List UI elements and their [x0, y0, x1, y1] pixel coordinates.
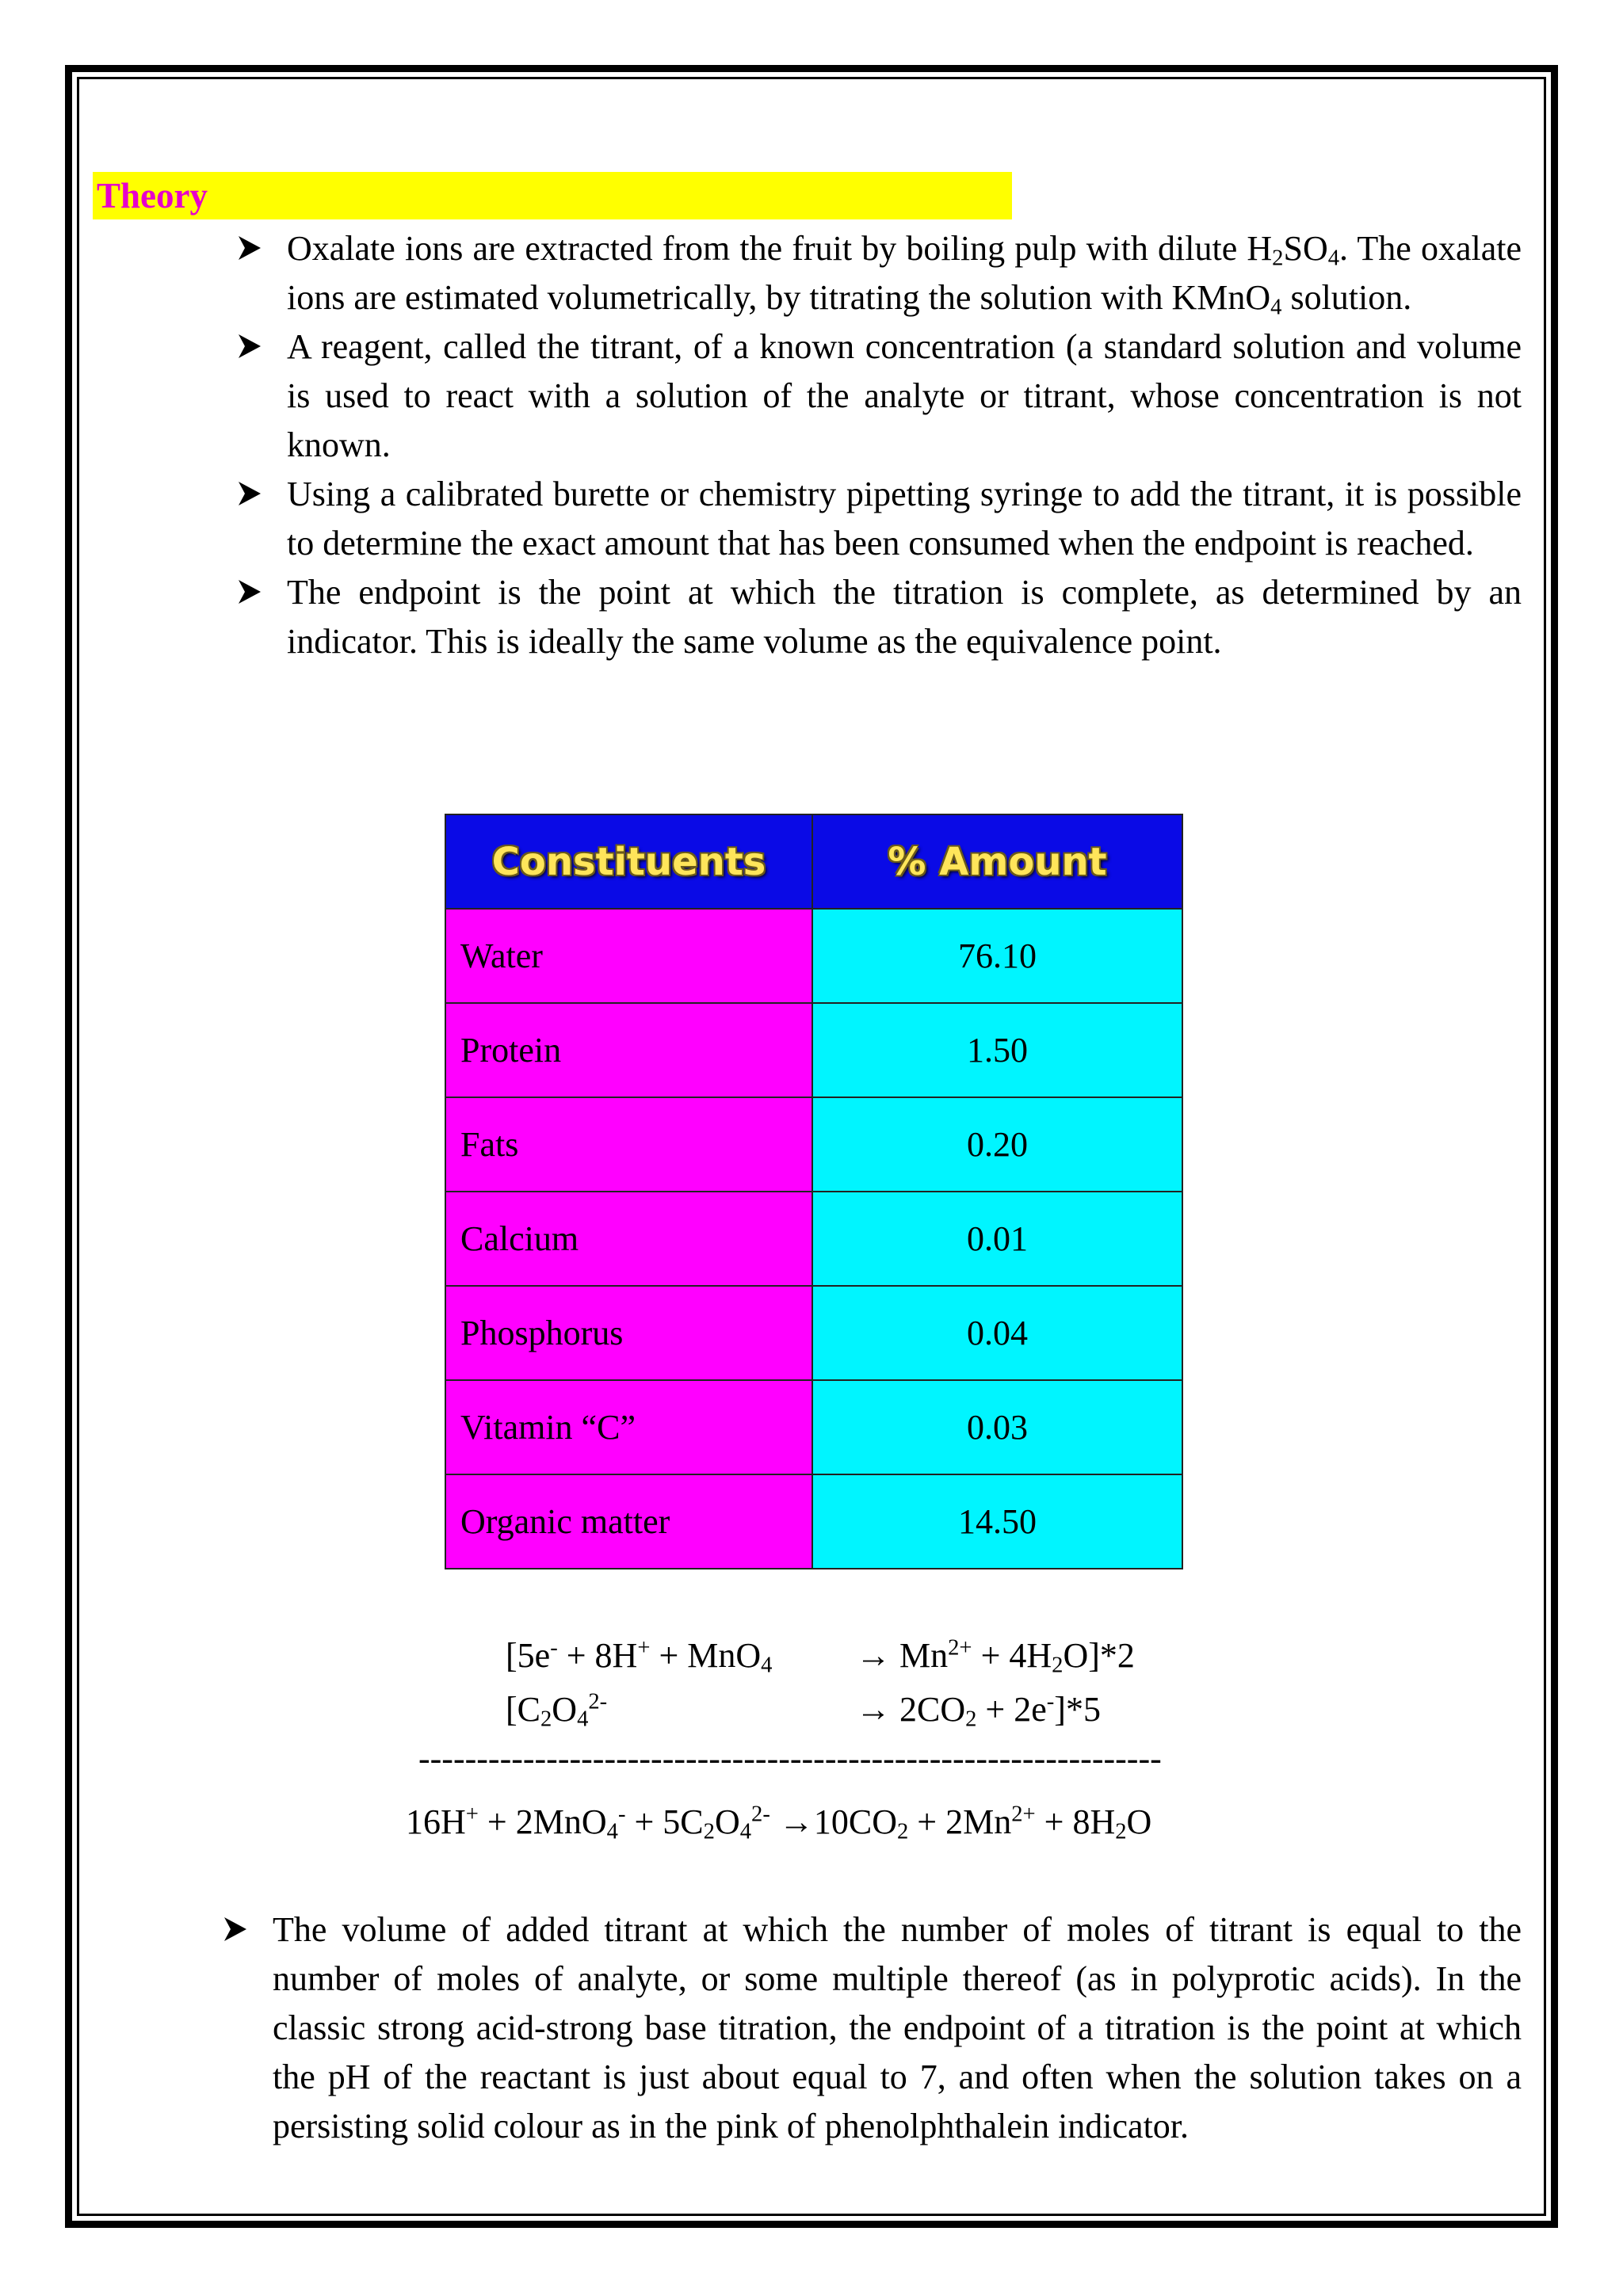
- constituent-name: Calcium: [445, 1192, 812, 1286]
- table-row: [445, 909, 1182, 1003]
- equation-divider: ----------------------------------------------------------------: [418, 1739, 1162, 1778]
- table-row: [445, 1474, 1182, 1569]
- constituent-name: Fats: [445, 1097, 812, 1192]
- theory-bullet-list: [238, 224, 1522, 666]
- header-amount-text: % Amount: [888, 839, 1107, 884]
- net-ionic-equation: $16H^+ + 2MnO_4^- + 5C_2O_4^{2-} \to 10CO_2 + 2Mn^{2+} + 8H_2O$: [406, 1802, 1152, 1844]
- header-constituents-text: Constituents: [491, 839, 766, 884]
- half-reaction-2-products: → $2CO_2 + 2e^-]*5$: [856, 1689, 1101, 1732]
- constituent-amount: 0.01: [812, 1192, 1182, 1286]
- table-header-row: [445, 814, 1182, 909]
- bullet-text: Oxalate ions are extracted from the fruit by boiling pulp with dilute $H_2SO_4$. The oxalate ions are estimated volumetrically, by titrating the solution with KMnO$_4$ solution.: [287, 229, 1522, 320]
- table-row: [445, 1097, 1182, 1192]
- arrowhead-bullet-icon: [238, 322, 269, 372]
- table-row: [445, 1003, 1182, 1097]
- constituents-table: [445, 814, 1183, 1569]
- arrowhead-bullet-icon: [238, 470, 269, 519]
- constituent-amount: 76.10: [812, 909, 1182, 1003]
- constituent-name: Protein: [445, 1003, 812, 1097]
- constituent-amount: 0.20: [812, 1097, 1182, 1192]
- constituent-name: Phosphorus: [445, 1286, 812, 1380]
- half-reaction-1-products: → $Mn^{2+} + 4H_2O]*2$: [856, 1635, 1135, 1678]
- constituent-amount: 0.04: [812, 1286, 1182, 1380]
- arrowhead-bullet-icon: [238, 224, 269, 273]
- bullet-text: The endpoint is the point at which the titration is complete, as determined by an indicator. This is ideally the same volume as the equivalence point.: [287, 573, 1522, 661]
- table-row: [445, 1380, 1182, 1474]
- bullet-item: [238, 322, 1522, 470]
- header-amount: [812, 814, 1182, 909]
- bullet-text: Using a calibrated burette or chemistry pipetting syringe to add the titrant, it is possible to determine the exact amount that has been consumed when the endpoint is reached.: [287, 475, 1522, 563]
- bullet-text: The volume of added titrant at which the number of moles of titrant is equal to the number of moles of analyte, or some multiple thereof (as in polyprotic acids). In the classic strong acid-strong base titration, the endpoint of a titration is the point at which the pH of the reactant is just about equal to 7, and often when the solution takes on a persisting solid colour as in the pink of phenolphthalein indicator.: [273, 1910, 1522, 2145]
- section-heading-theory: Theory: [97, 176, 208, 215]
- table-row: [445, 1286, 1182, 1380]
- heading-highlight: [93, 172, 1012, 219]
- constituent-amount: 1.50: [812, 1003, 1182, 1097]
- constituent-amount: 14.50: [812, 1474, 1182, 1569]
- endpoint-bullet-list: [223, 1905, 1522, 2151]
- bullet-text: A reagent, called the titrant, of a known concentration (a standard solution and volume is used to react with a solution of the analyte or titrant, whose concentration is not known.: [287, 327, 1522, 464]
- half-reaction-1-reactants: [5e- + 8H+ + MnO$_4$: [506, 1635, 773, 1678]
- constituent-name: Water: [445, 909, 812, 1003]
- bullet-item: [223, 1905, 1522, 2151]
- table-row: [445, 1192, 1182, 1286]
- bullet-item: [238, 568, 1522, 666]
- arrowhead-bullet-icon: [238, 568, 269, 617]
- constituent-amount: 0.03: [812, 1380, 1182, 1474]
- bullet-item: [238, 470, 1522, 568]
- constituent-name: Organic matter: [445, 1474, 812, 1569]
- header-constituents: [445, 814, 812, 909]
- bullet-item: [238, 224, 1522, 322]
- arrowhead-bullet-icon: [223, 1905, 255, 1955]
- half-reaction-2-reactants: [$C_2O_4^{2-}$: [506, 1689, 608, 1732]
- constituent-name: Vitamin “C”: [445, 1380, 812, 1474]
